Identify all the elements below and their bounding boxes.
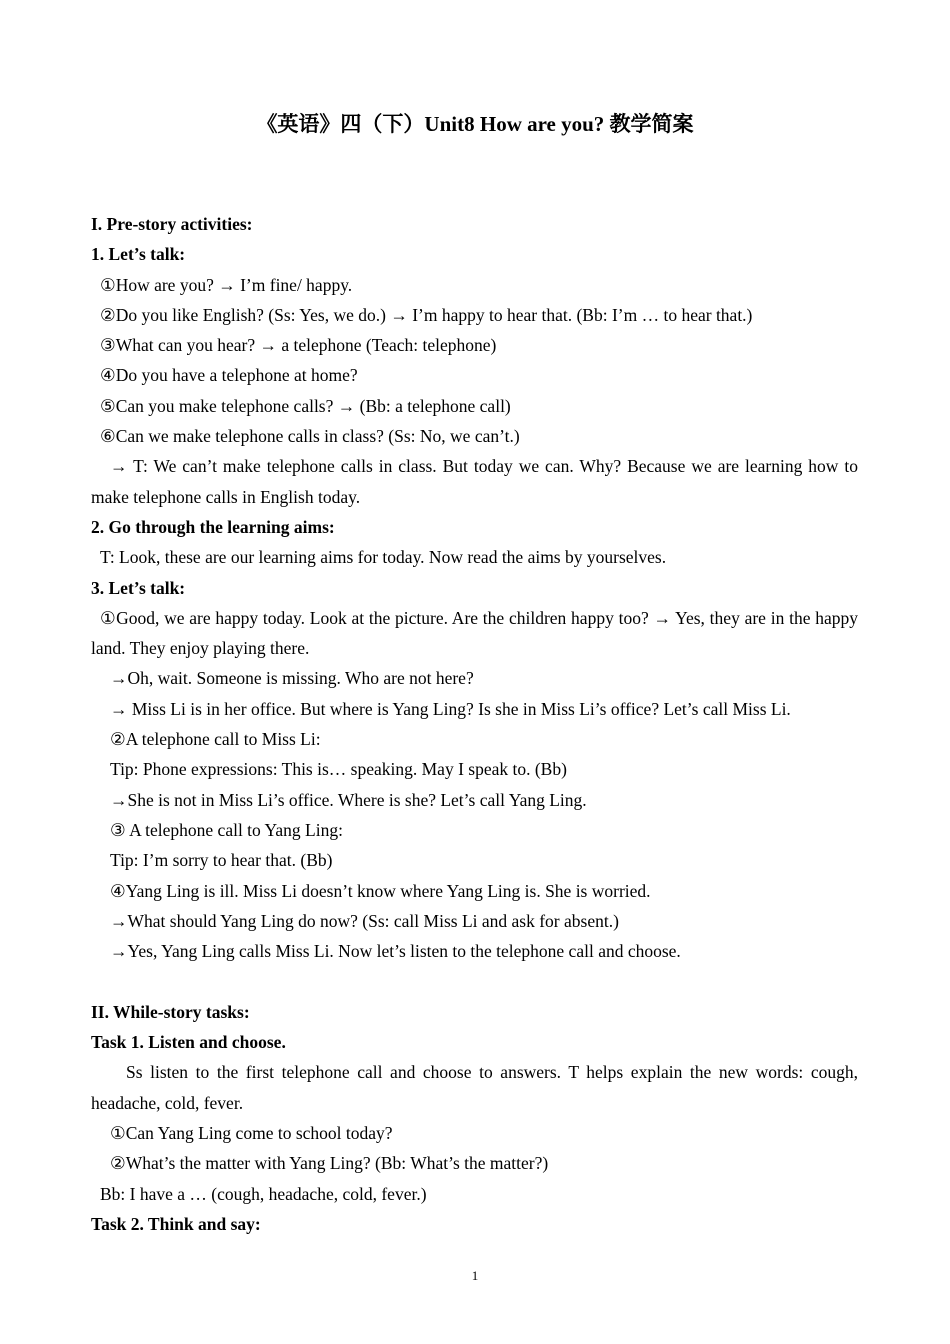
page-number: 1 xyxy=(471,1268,479,1283)
subheading-lets-talk-1: 1. Let’s talk: xyxy=(91,244,186,265)
task1-item: ②What’s the matter with Yang Ling? (Bb: What’s the matter?) xyxy=(110,1153,549,1174)
talk3-line: ②A telephone call to Miss Li: xyxy=(110,729,321,750)
subheading-lets-talk-3: 3. Let’s talk: xyxy=(91,577,186,598)
subheading-learning-aims: 2. Go through the learning aims: xyxy=(91,516,335,537)
talk3-line: Tip: Phone expressions: This is… speaking. May I speak to. (Bb) xyxy=(110,759,567,780)
section-spacer xyxy=(91,966,858,996)
talk3-line: ③ A telephone call to Yang Ling: xyxy=(110,819,343,840)
task1-item: ①Can Yang Ling come to school today? xyxy=(110,1122,393,1143)
talk3-line: Tip: I’m sorry to hear that. (Bb) xyxy=(110,850,333,871)
talk-note: → T: We can’t make telephone calls in class. But today we can. Why? Because we are learning how to make telephone calls in English today. xyxy=(91,456,858,507)
aims-text: T: Look, these are our learning aims for today. Now read the aims by yourselves. xyxy=(100,547,667,568)
talk-item: ④Do you have a telephone at home? xyxy=(100,365,358,386)
talk-item: ⑥Can we make telephone calls in class? (Ss: No, we can’t.) xyxy=(100,426,520,447)
talk3-line: →Yes, Yang Ling calls Miss Li. Now let’s listen to the telephone call and choose. xyxy=(110,941,681,962)
talk3-line: ④Yang Ling is ill. Miss Li doesn’t know where Yang Ling is. She is worried. xyxy=(110,880,651,901)
section-heading-while-story: II. While-story tasks: xyxy=(91,1001,250,1022)
section-heading-pre-story: I. Pre-story activities: xyxy=(91,214,253,234)
subheading-task2: Task 2. Think and say: xyxy=(91,1213,261,1234)
talk-item: ②Do you like English? (Ss: Yes, we do.) → I’m happy to hear that. (Bb: I’m … to hear that.) xyxy=(100,304,753,325)
talk3-line: →Oh, wait. Someone is missing. Who are not here? xyxy=(110,668,474,689)
task1-board: Bb: I have a … (cough, headache, cold, fever.) xyxy=(100,1183,427,1204)
talk-item: ⑤Can you make telephone calls? → (Bb: a telephone call) xyxy=(100,395,511,416)
talk3-line: →She is not in Miss Li’s office. Where is she? Let’s call Yang Ling. xyxy=(110,789,587,810)
talk3-line: → Miss Li is in her office. But where is Yang Ling? Is she in Miss Li’s office? Let’s call Miss Li. xyxy=(110,698,791,719)
talk3-lead: ①Good, we are happy today. Look at the picture. Are the children happy too? → Yes, they are in the happy land. They enjoy playing there. xyxy=(91,607,858,659)
talk-item: ③What can you hear? → a telephone (Teach: telephone) xyxy=(100,335,497,356)
document-body xyxy=(91,209,858,1239)
task1-intro: Ss listen to the first telephone call and choose to answers. T helps explain the new words: cough, headache, cold, fever. xyxy=(91,1062,858,1113)
subheading-task1: Task 1. Listen and choose. xyxy=(91,1032,286,1053)
talk-item: ①How are you? → I’m fine/ happy. xyxy=(100,274,353,295)
document-title: 《英语》四（下）Unit8 How are you? 教学简案 xyxy=(256,112,694,136)
talk3-line: →What should Yang Ling do now? (Ss: call Miss Li and ask for absent.) xyxy=(110,910,619,931)
